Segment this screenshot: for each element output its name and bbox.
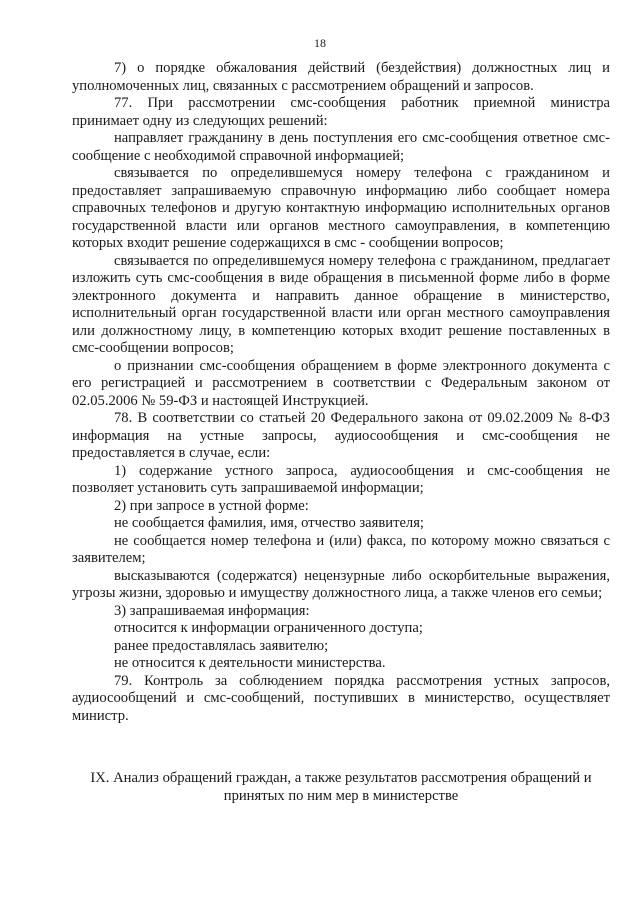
page-number: 18 xyxy=(314,36,326,50)
paragraph-78-case-3a: относится к информации ограниченного доступа; xyxy=(114,620,423,636)
section-heading-line-1: IX. Анализ обращений граждан, а также результатов рассмотрения обращений и xyxy=(90,770,592,786)
paragraph-78-case-3: 3) запрашиваемая информация: xyxy=(114,602,310,619)
paragraph-78-case-2: 2) при запросе в устной форме: xyxy=(114,497,309,514)
paragraph-77-option-1: направляет гражданину в день поступления его смс-сообщения ответное смс-сообщение с необходимой справочной информацией; xyxy=(72,130,610,164)
paragraph-77-intro: 77. При рассмотрении смс-сообщения работник приемной министра принимает одну из следующих решений: xyxy=(72,95,610,129)
paragraph-item-7: 7) о порядке обжалования действий (бездействия) должностных лиц и уполномоченных лиц, связанных с рассмотрением обращений и запросов. xyxy=(72,60,610,94)
paragraph-78-case-2a: не сообщается фамилия, имя, отчество заявителя; xyxy=(114,515,424,531)
paragraph-78-case-2b: не сообщается номер телефона и (или) факса, по которому можно связаться с заявителем; xyxy=(72,532,610,566)
paragraph-77-option-4: о признании смс-сообщения обращением в форме электронного документа с его регистрацией и рассмотрением в соответствии с Федеральным законом от 02.05.2006 № 59-ФЗ и настоящей Инструкцией. xyxy=(72,357,610,409)
section-heading xyxy=(72,769,610,805)
paragraph-78-intro: 78. В соответствии со статьей 20 Федерального закона от 09.02.2009 № 8-ФЗ информация на устные запросы, аудиосообщения и смс-сообщения не предоставляется в случае, если: xyxy=(72,410,610,461)
section-heading-line-2: принятых по ним мер в министерстве xyxy=(223,788,459,804)
body-text xyxy=(72,60,610,725)
paragraph-78-case-1: 1) содержание устного запроса, аудиосообщения и смс-сообщения не позволяет установить суть запрашиваемой информации; xyxy=(72,462,610,496)
paragraph-78-case-3c: не относится к деятельности министерства. xyxy=(114,655,386,671)
paragraph-78-case-2c: высказываются (содержатся) нецензурные либо оскорбительные выражения, угрозы жизни, здоровью и имуществу должностного лица, а также членов его семьи; xyxy=(72,567,610,601)
paragraph-77-option-2: связывается по определившемуся номеру телефона с гражданином и предоставляет запрашиваемую справочную информацию либо сообщает номера справочных телефонов и другую контактную информацию исполнительных органов государственной власти или органов местного самоуправления, в компетенцию которых входит решение содержащихся в смс - сообщении вопросов; xyxy=(72,165,610,251)
paragraph-79: 79. Контроль за соблюдением порядка рассмотрения устных запросов, аудиосообщений и смс-сообщений, поступивших в министерство, осуществляет министр. xyxy=(72,672,610,724)
paragraph-78-case-3b: ранее предоставлялась заявителю; xyxy=(114,637,329,654)
paragraph-77-option-3: связывается по определившемуся номеру телефона с гражданином, предлагает изложить суть смс-сообщения в виде обращения в письменной форме либо в форме электронного документа и направить данное обращение в министерство, исполнительный орган государственной власти или орган местного самоуправления или должностному лицу, в компетенцию которых входит решение поставленных в смс-сообщении вопросов; xyxy=(72,252,610,356)
